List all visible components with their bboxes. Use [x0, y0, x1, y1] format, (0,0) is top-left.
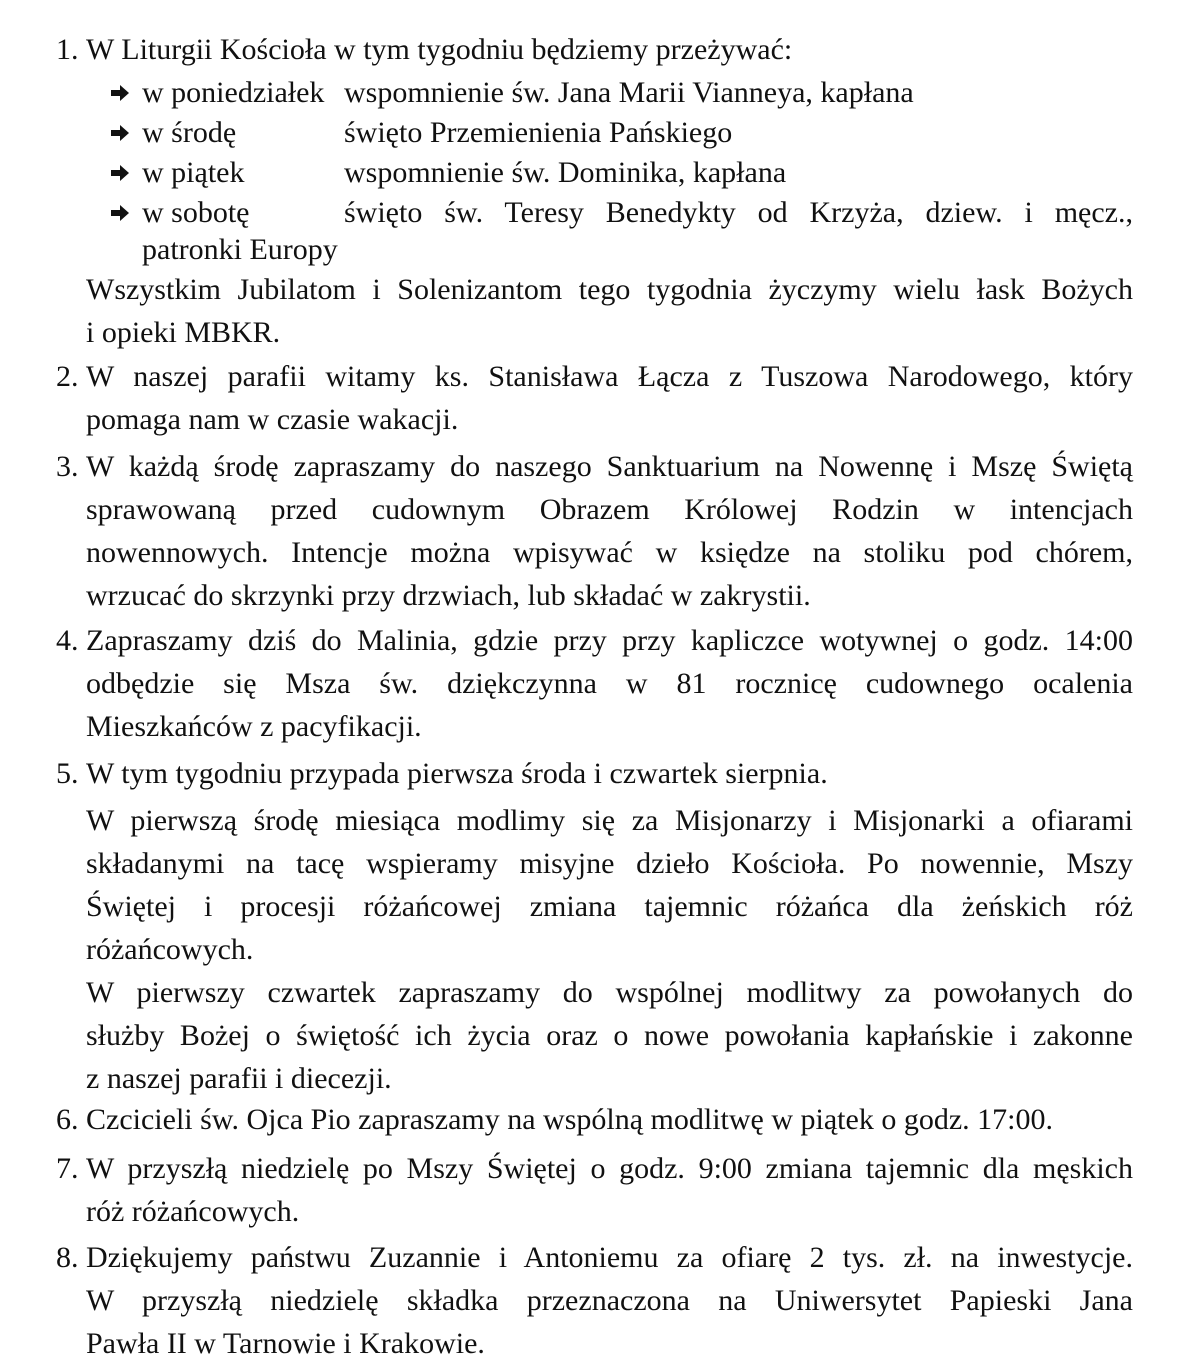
arrow-right-icon	[110, 122, 130, 144]
text-line: W każdą środę zapraszamy do naszego Sanktuarium na Nowennę i Mszę Świętą	[86, 450, 1133, 483]
text-line: W naszej parafii witamy ks. Stanisława Łącza z Tuszowa Narodowego, który	[86, 360, 1133, 393]
text-line: Mieszkańców z pacyfikacji.	[86, 710, 422, 743]
text-line: różańcowych.	[86, 933, 254, 966]
text-line: Świętej i procesji różańcowej zmiana tajemnic różańca dla żeńskich róż	[86, 890, 1133, 923]
item-heading: W Liturgii Kościoła w tym tygodniu będziemy przeżywać:	[86, 33, 793, 66]
feast-continuation: patronki Europy	[142, 233, 338, 266]
item-number: 3.	[56, 450, 79, 483]
feast-label: wspomnienie św. Dominika, kapłana	[344, 156, 787, 189]
day-label: w sobotę	[142, 196, 250, 229]
text-line: róż różańcowych.	[86, 1195, 300, 1228]
text-line: odbędzie się Msza św. dziękczynna w 81 rocznicę cudownego ocalenia	[86, 667, 1133, 700]
day-label: w środę	[142, 116, 237, 149]
text-line: W pierwszy czwartek zapraszamy do wspólnej modlitwy za powołanych do	[86, 976, 1133, 1009]
text-line: W przyszłą niedzielę składka przeznaczona na Uniwersytet Papieski Jana	[86, 1284, 1133, 1317]
text-line: Pawła II w Tarnowie i Krakowie.	[86, 1327, 485, 1360]
text-line: wrzucać do skrzynki przy drzwiach, lub składać w zakrystii.	[86, 579, 811, 612]
text-line: Zapraszamy dziś do Malinia, gdzie przy przy kapliczce wotywnej o godz. 14:00	[86, 624, 1133, 657]
day-label: w piątek	[142, 156, 245, 189]
arrow-right-icon	[110, 202, 130, 224]
feast-label: święto Przemienienia Pańskiego	[344, 116, 733, 149]
wishes-line: Wszystkim Jubilatom i Solenizantom tego tygodnia życzymy wielu łask Bożych	[86, 273, 1133, 306]
item-number: 5.	[56, 757, 79, 790]
text-line: składanymi na tacę wspieramy misyjne dzieło Kościoła. Po nowennie, Mszy	[86, 847, 1133, 880]
text-line: nowennowych. Intencje można wpisywać w księdze na stoliku pod chórem,	[86, 536, 1133, 569]
text-line: służby Bożej o świętość ich życia oraz o nowe powołania kapłańskie i zakonne	[86, 1019, 1133, 1052]
feast-label: święto św. Teresy Benedykty od Krzyża, dziew. i męcz.,	[344, 196, 1133, 229]
feast-label: wspomnienie św. Jana Marii Vianneya, kapłana	[344, 76, 914, 109]
item-number: 8.	[56, 1241, 79, 1274]
text-line: W przyszłą niedzielę po Mszy Świętej o godz. 9:00 zmiana tajemnic dla męskich	[86, 1152, 1133, 1185]
item-number: 4.	[56, 624, 79, 657]
text-line: W pierwszą środę miesiąca modlimy się za Misjonarzy i Misjonarki a ofiarami	[86, 804, 1133, 837]
text-line: W tym tygodniu przypada pierwsza środa i czwartek sierpnia.	[86, 757, 828, 790]
day-label: w poniedziałek	[142, 76, 325, 109]
item-number: 7.	[56, 1152, 79, 1185]
item-number: 2.	[56, 360, 79, 393]
item-number: 6.	[56, 1103, 79, 1136]
arrow-right-icon	[110, 162, 130, 184]
text-line: pomaga nam w czasie wakacji.	[86, 403, 459, 436]
item-number: 1.	[56, 33, 79, 66]
wishes-line: i opieki MBKR.	[86, 316, 281, 349]
text-line: Czcicieli św. Ojca Pio zapraszamy na wspólną modlitwę w piątek o godz. 17:00.	[86, 1103, 1053, 1136]
arrow-right-icon	[110, 82, 130, 104]
text-line: sprawowaną przed cudownym Obrazem Królowej Rodzin w intencjach	[86, 493, 1133, 526]
text-line: Dziękujemy państwu Zuzannie i Antoniemu za ofiarę 2 tys. zł. na inwestycje.	[86, 1241, 1133, 1274]
text-line: z naszej parafii i diecezji.	[86, 1062, 392, 1095]
